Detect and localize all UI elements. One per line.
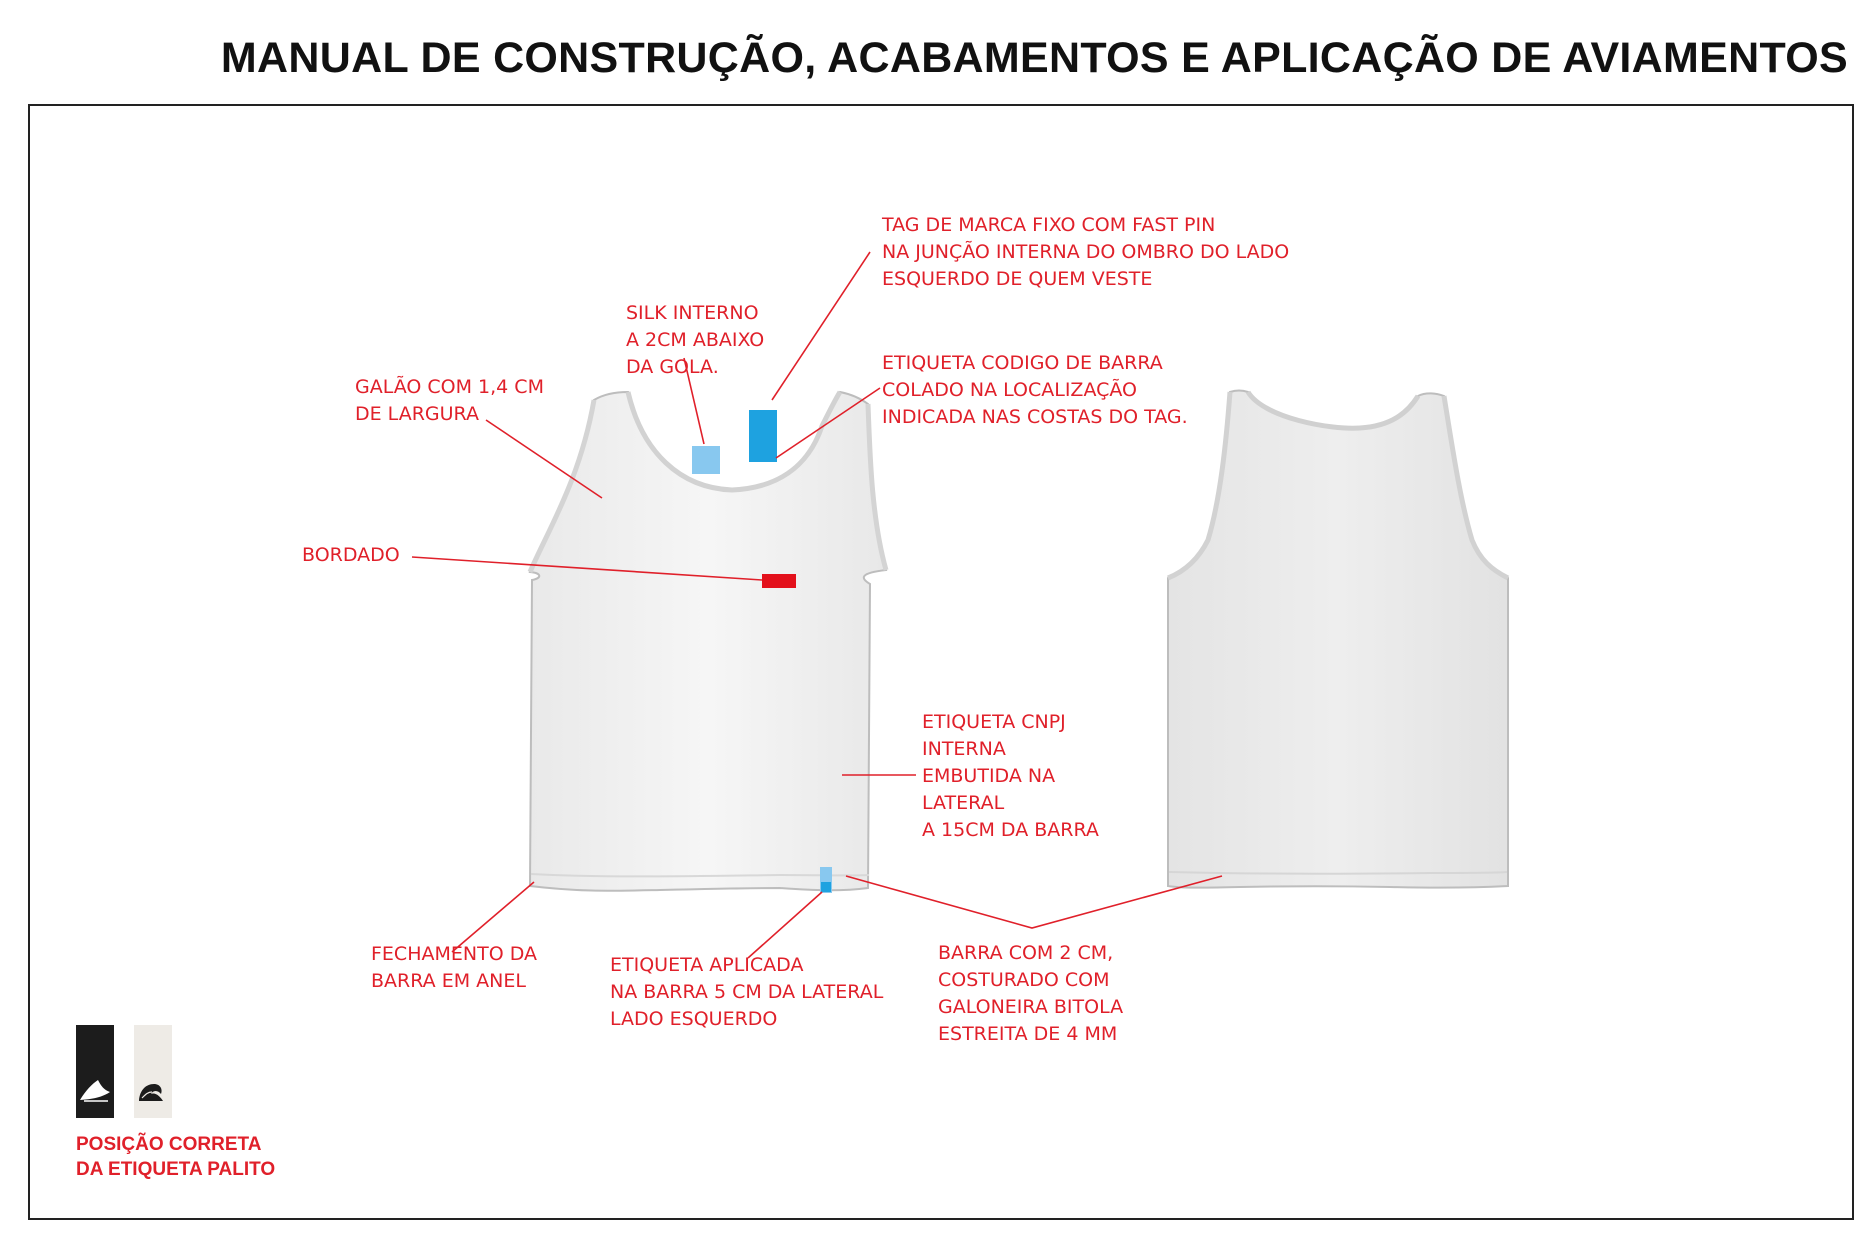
callout-barra: BARRA COM 2 CM, COSTURADO COM GALONEIRA BITOLA ESTREITA DE 4 MM	[938, 942, 1124, 1045]
label-dark-swatch	[76, 1025, 114, 1118]
callout-fechamento: FECHAMENTO DA BARRA EM ANEL	[371, 943, 537, 992]
leader-barra	[846, 876, 1222, 928]
hem-label-marker-inner	[821, 882, 831, 892]
silk-print-marker	[692, 446, 720, 474]
embroidery-marker	[762, 574, 796, 588]
callout-barcode: ETIQUETA CODIGO DE BARRA COLADO NA LOCALIZAÇÃO INDICADA NAS COSTAS DO TAG.	[882, 352, 1188, 428]
callout-tag: TAG DE MARCA FIXO COM FAST PIN NA JUNÇÃO INTERNA DO OMBRO DO LADO ESQUERDO DE QUEM VESTE	[882, 214, 1290, 290]
legend-caption: POSIÇÃO CORRETA DA ETIQUETA PALITO	[76, 1134, 276, 1180]
tank-top-back	[1168, 391, 1508, 888]
callout-galao: GALÃO COM 1,4 CM DE LARGURA	[355, 376, 544, 425]
callout-etiqueta-aplicada: ETIQUETA APLICADA NA BARRA 5 CM DA LATERAL LADO ESQUERDO	[610, 954, 884, 1030]
label-light-swatch	[134, 1025, 172, 1118]
page-title: MANUAL DE CONSTRUÇÃO, ACABAMENTOS E APLICAÇÃO DE AVIAMENTOS	[220, 34, 1848, 82]
leader-tag	[772, 252, 870, 400]
brand-tag-marker	[749, 410, 777, 462]
tank-top-front	[530, 392, 886, 893]
leader-etiqueta-aplicada	[748, 892, 822, 958]
callout-silk: SILK INTERNO A 2CM ABAIXO DA GOLA.	[626, 302, 765, 378]
callout-bordado: BORDADO	[302, 544, 400, 566]
callout-cnpj: ETIQUETA CNPJ INTERNA EMBUTIDA NA LATERAL A 15CM DA BARRA	[922, 711, 1099, 841]
palito-label-legend	[76, 1025, 172, 1118]
